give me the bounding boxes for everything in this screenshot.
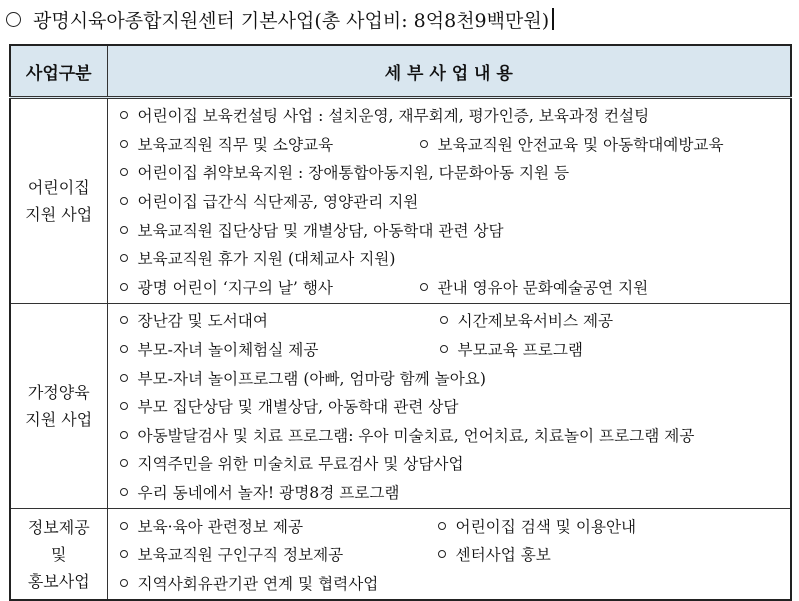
circle-bullet-icon	[120, 226, 128, 234]
item-entry	[116, 190, 419, 212]
item-entry	[434, 515, 637, 537]
item-entry	[116, 543, 344, 565]
item-text: 어린이집 취약보육지원 : 장애통합아동지원, 다문화아동 지원 등	[137, 164, 570, 183]
header-detail: 세 부 사 업 내 용	[107, 45, 791, 98]
circle-bullet-icon	[120, 140, 128, 148]
item-text: 어린이집 검색 및 이용안내	[455, 517, 637, 536]
list-item	[116, 244, 785, 273]
item-entry	[416, 276, 649, 298]
circle-bullet-icon	[120, 522, 128, 530]
item-text: 보육교직원 휴가 지원 (대체교사 지원)	[137, 250, 396, 269]
list-item	[116, 511, 785, 540]
list-item	[116, 273, 785, 302]
circle-bullet-icon	[120, 168, 128, 176]
heading-text: 광명시육아종합지원센터 기본사업(총 사업비: 8억8천9백만원)	[33, 9, 550, 32]
item-entry	[116, 338, 319, 360]
category-label: 지원 사업	[25, 205, 93, 225]
category-cell	[10, 304, 107, 509]
item-text: 지역주민을 위한 미술치료 무료검사 및 상담사업	[137, 455, 464, 474]
item-text: 어린이집 급간식 식단제공, 영양관리 지원	[137, 193, 419, 212]
item-text: 보육교직원 직무 및 소양교육	[137, 135, 334, 154]
circle-bullet-icon	[6, 12, 21, 27]
category-label: 홍보사업	[27, 571, 90, 591]
category-label: 지원 사업	[25, 410, 93, 430]
table-row	[10, 98, 791, 304]
item-text: 센터사업 홍보	[455, 546, 551, 565]
category-cell	[10, 98, 107, 304]
circle-bullet-icon	[120, 111, 128, 119]
circle-bullet-icon	[440, 345, 448, 353]
category-label: 어린이집	[27, 178, 90, 198]
item-text: 부모교육 프로그램	[457, 341, 583, 360]
category-label: 및	[51, 544, 67, 564]
list-item	[116, 101, 785, 130]
item-entry	[416, 133, 724, 155]
table-row	[10, 304, 791, 509]
detail-cell	[107, 304, 791, 509]
circle-bullet-icon	[120, 197, 128, 205]
item-text: 보육·육아 관련정보 제공	[137, 517, 304, 536]
list-item	[116, 449, 785, 478]
circle-bullet-icon	[438, 550, 446, 558]
category-label: 가정양육	[27, 383, 90, 403]
item-text: 아동발달검사 및 치료 프로그램: 우아 미술치료, 언어치료, 치료놀이 프로그램 제공	[137, 426, 695, 445]
list-item	[116, 187, 785, 216]
list-item	[116, 306, 785, 335]
item-entry	[116, 572, 379, 594]
item-entry	[436, 338, 583, 360]
item-entry	[116, 161, 570, 183]
circle-bullet-icon	[120, 345, 128, 353]
item-text: 우리 동네에서 놀자! 광명8경 프로그램	[137, 484, 400, 503]
list-item	[116, 392, 785, 421]
item-entry	[116, 219, 504, 241]
circle-bullet-icon	[120, 402, 128, 410]
item-entry	[116, 424, 695, 446]
item-text: 장난감 및 도서대여	[137, 312, 268, 331]
item-entry	[116, 247, 396, 269]
item-text: 광명 어린이 ‘지구의 날’ 행사	[137, 278, 333, 297]
circle-bullet-icon	[420, 283, 428, 291]
item-entry	[116, 481, 400, 503]
item-entry	[116, 309, 268, 331]
heading	[6, 4, 554, 34]
item-entry	[434, 543, 551, 565]
item-text: 보육교직원 안전교육 및 아동학대예방교육	[437, 135, 724, 154]
category-cell	[10, 509, 107, 600]
list-item	[116, 130, 785, 159]
detail-cell	[107, 509, 791, 600]
table-body	[10, 98, 791, 601]
item-text: 부모 집단상담 및 개별상담, 아동학대 관련 상담	[137, 398, 459, 417]
item-entry	[116, 452, 464, 474]
item-text: 보육교직원 구인구직 정보제공	[137, 546, 344, 565]
circle-bullet-icon	[120, 488, 128, 496]
circle-bullet-icon	[120, 550, 128, 558]
business-table	[9, 44, 792, 601]
item-entry	[116, 276, 333, 298]
item-text: 관내 영유아 문화예술공연 지원	[437, 278, 649, 297]
list-item	[116, 215, 785, 244]
circle-bullet-icon	[120, 459, 128, 467]
item-entry	[116, 395, 459, 417]
detail-cell	[107, 98, 791, 304]
list-item	[116, 421, 785, 450]
circle-bullet-icon	[120, 431, 128, 439]
list-item	[116, 335, 785, 364]
circle-bullet-icon	[440, 316, 448, 324]
category-label: 정보제공	[27, 517, 90, 537]
item-entry	[116, 515, 304, 537]
circle-bullet-icon	[120, 579, 128, 587]
item-text: 부모-자녀 놀이체험실 제공	[137, 341, 319, 360]
item-text: 어린이집 보육컨설팅 사업 : 설치운영, 재무회계, 평가인증, 보육과정 컨설팅	[137, 107, 650, 126]
item-entry	[116, 104, 650, 126]
table-header-row	[10, 45, 791, 98]
circle-bullet-icon	[120, 283, 128, 291]
circle-bullet-icon	[120, 316, 128, 324]
item-text: 지역사회유관기관 연계 및 협력사업	[137, 574, 379, 593]
header-category: 사업구분	[10, 45, 107, 98]
list-item	[116, 478, 785, 507]
item-text: 부모-자녀 놀이프로그램 (아빠, 엄마랑 함께 놀아요)	[137, 369, 486, 388]
circle-bullet-icon	[120, 374, 128, 382]
text-cursor-icon	[552, 8, 554, 30]
item-entry	[116, 367, 486, 389]
item-text: 시간제보육서비스 제공	[457, 312, 614, 331]
circle-bullet-icon	[420, 140, 428, 148]
list-item	[116, 363, 785, 392]
item-entry	[116, 133, 334, 155]
circle-bullet-icon	[120, 254, 128, 262]
list-item	[116, 569, 785, 598]
item-text: 보육교직원 집단상담 및 개별상담, 아동학대 관련 상담	[137, 221, 504, 240]
list-item	[116, 158, 785, 187]
circle-bullet-icon	[438, 522, 446, 530]
table-row	[10, 509, 791, 600]
item-entry	[436, 309, 614, 331]
list-item	[116, 540, 785, 569]
